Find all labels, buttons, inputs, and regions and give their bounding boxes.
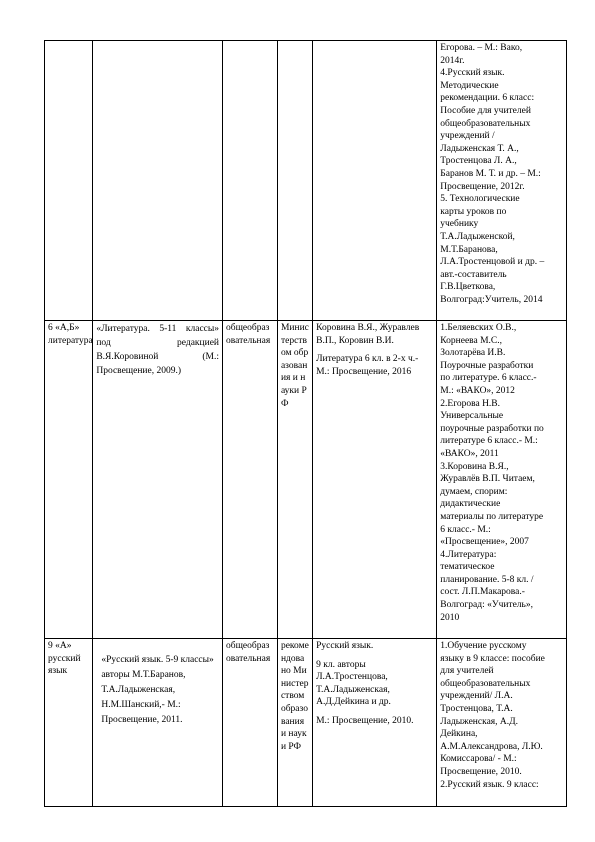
approval-text: Министерством образования и науки РФ <box>280 323 309 409</box>
aids-line: 2.Русский язык. 9 класс: <box>440 779 539 790</box>
aids-line: планирование. 5-8 кл. / <box>440 574 534 585</box>
aids-line: 1.Беляевских О.В., <box>440 323 517 333</box>
aids-line: сост. Л.П.Макарова.- <box>440 587 525 598</box>
aids-line: Корнеева М.С., <box>440 335 503 346</box>
aids-line: 4.Литература: <box>440 549 497 560</box>
textbook-cell <box>313 41 437 321</box>
aids-line: Просвещение, 2010. <box>440 766 522 777</box>
aids-cell <box>437 321 567 639</box>
program-cell <box>93 41 223 321</box>
aids-line: М.Т.Баранова, <box>440 244 498 255</box>
grade-cell <box>45 41 93 321</box>
aids-line: Т.А.Ладыженской, <box>440 231 515 242</box>
aids-line: 3.Коровина В.Я., <box>440 461 509 472</box>
aids-line: по литературе. 6 класс.- <box>440 373 537 384</box>
table-row-continuation <box>45 41 567 321</box>
aids-line: Волгоград: «Учитель», <box>440 600 534 611</box>
aids-line: дидактические <box>440 499 501 510</box>
aids-line: учреждений / <box>440 131 495 142</box>
aids-line: Поурочные разработки <box>440 360 534 371</box>
aids-line: Баранов М. Т. и др. – М.: <box>440 168 541 179</box>
approval-cell <box>277 41 312 321</box>
table-row-literature-6 <box>45 321 567 639</box>
aids-line: Г.В.Цветкова, <box>440 282 496 293</box>
aids-line: Ладыженская Т. А., <box>440 143 519 154</box>
aids-line: Пособие для учителей <box>440 105 531 116</box>
aids-line: языку в 9 классе: пособие <box>440 653 545 664</box>
aids-cell <box>437 639 567 807</box>
program-text: «Русский язык. 5-9 классы» авторы М.Т.Баранов, Т.А.Ладыженская, Н.М.Шанский,- М.: Просвещение, 2011. <box>101 655 214 725</box>
aids-line: карты уроков по <box>440 206 507 217</box>
aids-line: 6 класс.- М.: <box>440 524 491 535</box>
aids-line: общеобразовательных <box>440 118 531 129</box>
aids-line: Просвещение, 2012г. <box>440 181 525 192</box>
type-text: общеобразовательная <box>226 323 271 346</box>
aids-line: Л.А.Тростенцовой и др. – <box>440 257 545 268</box>
grade-cell <box>45 639 93 807</box>
aids-line: Комиссарова/ - М.: <box>440 754 517 765</box>
program-cell <box>93 321 223 639</box>
aids-line: учебнику <box>440 219 479 230</box>
aids-line: 2010 <box>440 612 460 623</box>
aids-line: Золотарёва И.В. <box>440 348 506 359</box>
aids-line: Ладыженская, А.Д. <box>440 716 519 727</box>
aids-line: литературе 6 класс.- М.: <box>440 436 538 447</box>
aids-line: А.М.Александрова, Л.Ю. <box>440 741 543 752</box>
aids-line: 2.Егорова Н.В. <box>440 398 501 409</box>
aids-line: материалы по литературе <box>440 511 544 522</box>
type-cell <box>223 321 278 639</box>
grade-label: 6 «А,Б» литература <box>48 323 93 346</box>
aids-line: 2014г. <box>440 55 465 66</box>
aids-line: Универсальные <box>440 411 504 422</box>
aids-line: учреждений/ Л.А. <box>440 691 513 702</box>
aids-line: Методические <box>440 80 499 91</box>
aids-line: Егорова. – М.: Вако, <box>440 43 523 53</box>
grade-label: 9 «А» русский язык <box>48 641 81 677</box>
type-text: общеобразовательная <box>226 641 271 664</box>
aids-line: Журавлёв В.П. Читаем, <box>440 474 535 485</box>
textbook-title: Литература 6 кл. в 2-х ч.- М.: Просвещение, 2016 <box>316 354 419 377</box>
aids-line: авт.-составитель <box>440 269 507 280</box>
approval-cell <box>277 321 312 639</box>
type-cell <box>223 639 278 807</box>
aids-line: «ВАКО», 2011 <box>440 448 499 459</box>
aids-line: М.: «ВАКО», 2012 <box>440 385 515 396</box>
aids-line: Дейкина, <box>440 729 478 740</box>
aids-line: 4.Русский язык. <box>440 68 505 79</box>
aids-line: 1.Обучение русскому <box>440 641 527 651</box>
aids-line: Волгоград:Учитель, 2014 <box>440 294 543 305</box>
aids-line: «Просвещение», 2007 <box>440 537 529 548</box>
textbook-publisher: М.: Просвещение, 2010. <box>316 715 414 726</box>
approval-text: рекомендовано Министерством образования и науки РФ <box>280 641 309 752</box>
aids-line: тематическое <box>440 562 495 573</box>
aids-line: для учителей <box>440 666 494 677</box>
program-cell <box>93 639 223 807</box>
textbook-title: Русский язык. <box>316 641 374 651</box>
table-row-russian-9 <box>45 639 567 807</box>
aids-line: рекомендации. 6 класс: <box>440 93 535 104</box>
textbook-cell <box>313 321 437 639</box>
aids-line: Тростенцова, Т.А. <box>440 703 513 714</box>
aids-line: думаем, спорим: <box>440 486 508 497</box>
approval-cell <box>277 639 312 807</box>
aids-line: 5. Технологические <box>440 194 520 205</box>
aids-line: поурочные разработки по <box>440 423 544 434</box>
aids-line: Тростенцова Л. А., <box>440 156 517 167</box>
textbook-authors: 9 кл. авторы Л.А.Тростенцова, Т.А.Ладыженская, А.Д.Дейкина и др. <box>316 659 391 708</box>
program-text: «Литература. 5-11 классы» под редакцией В.Я.Коровиной (М.: Просвещение, 2009.) <box>96 324 220 376</box>
type-cell <box>223 41 278 321</box>
textbook-authors: Коровина В.Я., Журавлев В.П., Коровин В.И. <box>316 323 420 346</box>
aids-cell <box>437 41 567 321</box>
textbook-cell <box>313 639 437 807</box>
aids-line: общеобразовательных <box>440 678 531 689</box>
grade-cell <box>45 321 93 639</box>
curriculum-table <box>44 40 567 807</box>
